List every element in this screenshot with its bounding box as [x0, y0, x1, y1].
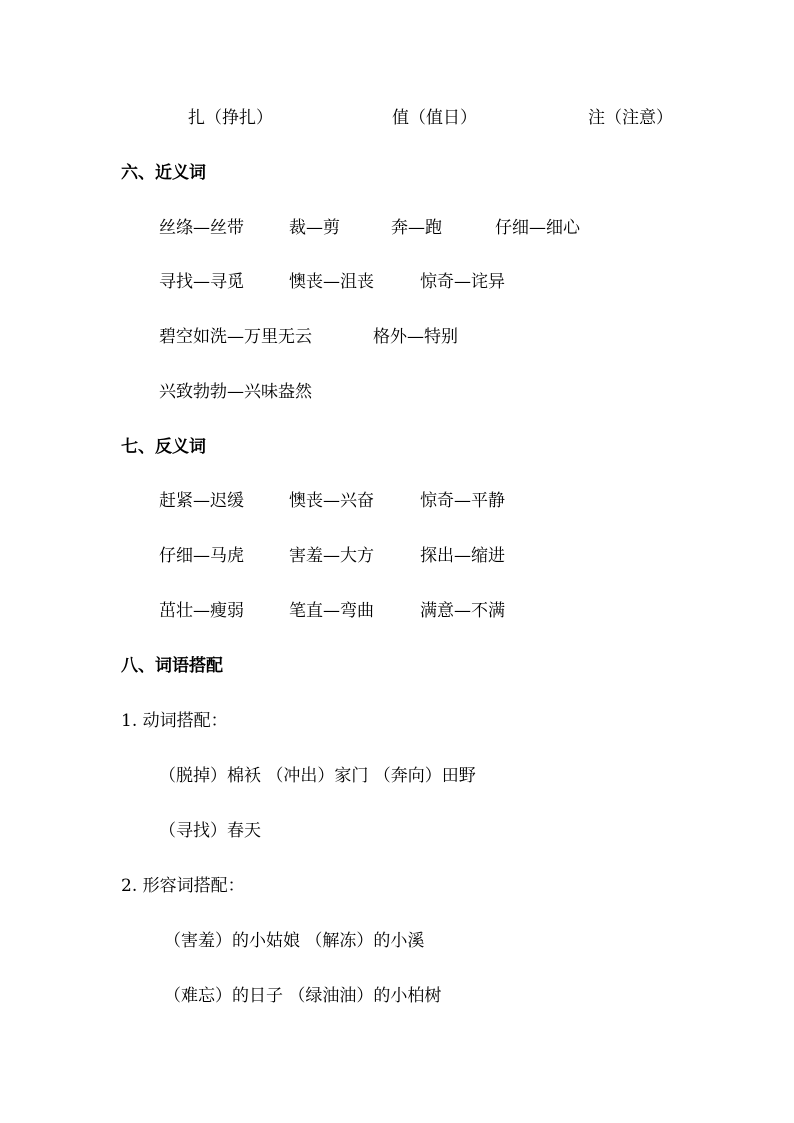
section-heading-collocations: 八、词语搭配 — [121, 656, 223, 676]
word-pair: 笔直—弯曲 — [289, 601, 374, 621]
word-pair: 满意—不满 — [420, 601, 505, 621]
word-pair: 寻找—寻觅 — [159, 272, 244, 292]
word-pair: 奔—跑 — [391, 218, 442, 238]
collocation-line: （脱掉）棉袄 （冲出）家门 （奔向）田野 — [159, 766, 476, 786]
word-pair: 裁—剪 — [289, 218, 340, 238]
sub-heading-adjective-collocation: 2. 形容词搭配： — [121, 876, 245, 896]
word-pair: 丝绦—丝带 — [159, 218, 244, 238]
top-item: 值（值日） — [392, 108, 477, 128]
section-heading-antonyms: 七、反义词 — [121, 437, 206, 457]
word-pair: 探出—缩进 — [420, 546, 505, 566]
sub-heading-verb-collocation: 1. 动词搭配： — [121, 711, 228, 731]
word-pair: 赶紧—迟缓 — [159, 491, 244, 511]
word-pair: 懊丧—沮丧 — [289, 272, 374, 292]
word-pair: 害羞—大方 — [289, 546, 374, 566]
collocation-line: （害羞）的小姑娘 （解冻）的小溪 — [164, 931, 425, 951]
top-item: 注（注意） — [588, 108, 673, 128]
word-pair: 格外—特别 — [373, 327, 458, 347]
word-pair: 懊丧—兴奋 — [289, 491, 374, 511]
top-item: 扎（挣扎） — [188, 108, 273, 128]
word-pair: 碧空如洗—万里无云 — [159, 327, 312, 347]
collocation-line: （寻找）春天 — [159, 821, 261, 841]
word-pair: 仔细—马虎 — [159, 546, 244, 566]
word-pair: 惊奇—诧异 — [420, 272, 505, 292]
section-heading-synonyms: 六、近义词 — [121, 163, 206, 183]
word-pair: 仔细—细心 — [495, 218, 580, 238]
word-pair: 茁壮—瘦弱 — [159, 601, 244, 621]
collocation-line: （难忘）的日子 （绿油油）的小柏树 — [164, 986, 442, 1006]
word-pair: 惊奇—平静 — [420, 491, 505, 511]
word-pair: 兴致勃勃—兴味盎然 — [159, 382, 312, 402]
